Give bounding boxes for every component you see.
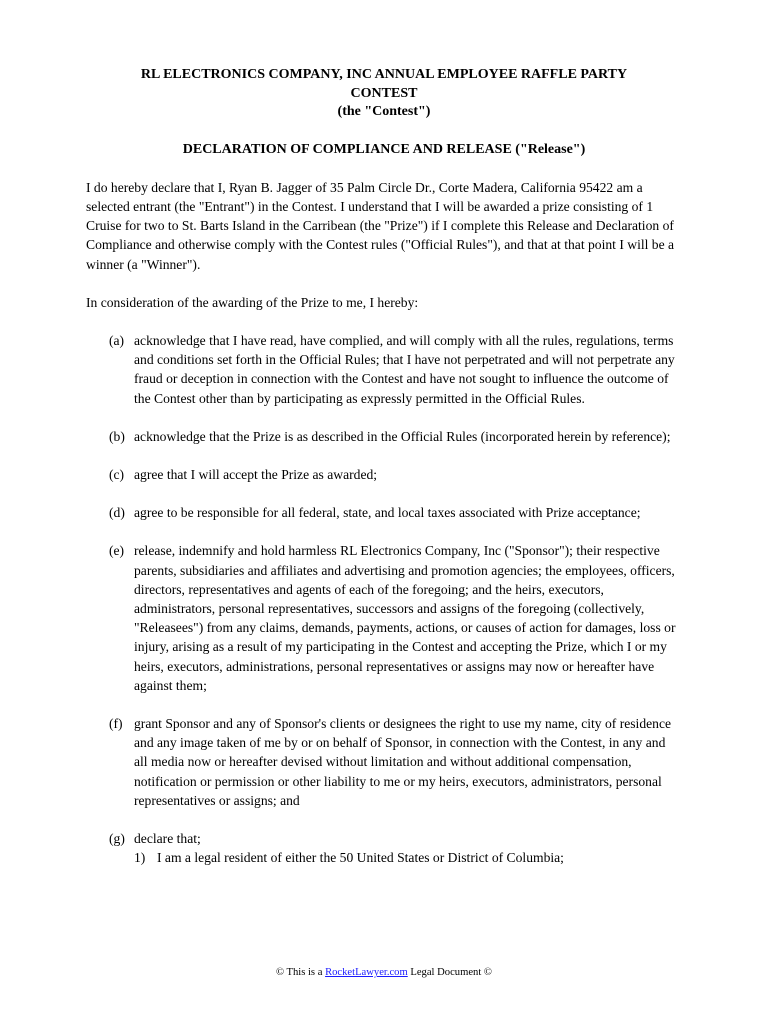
list-item-marker: (c) [109, 467, 125, 483]
title-line-1: RL ELECTRONICS COMPANY, INC ANNUAL EMPLOYEE RAFFLE PARTY [140, 67, 628, 82]
title-line-2: CONTEST [350, 85, 418, 101]
list-item [86, 714, 682, 810]
list-item [86, 503, 682, 522]
list-item [86, 331, 682, 408]
list-item-text: release, indemnify and hold harmless RL Electronics Company, Inc ("Sponsor"); their respective parents, subsidiaries and affiliates and advertising and promotion agencies; the employees, officers, directors, representatives and agents of each of the foregoing; and the heirs, executors, administrators, personal representatives, successors and assigns of the foregoing (collectively, "Releasees") from any claims, demands, payments, actions, or causes of action for damages, loss or injury, arising as a result of my participating in the Contest and accepting the Prize, which I or my heirs, executors, administrations, personal representatives or assigns may now or hereafter have against them; [134, 543, 676, 693]
consideration-paragraph: In consideration of the awarding of the Prize to me, I hereby: [86, 294, 419, 310]
list-item-marker: (e) [109, 543, 125, 559]
declaration-list [86, 331, 682, 867]
list-item-text: agree to be responsible for all federal, state, and local taxes associated with Prize acceptance; [134, 505, 641, 521]
document-page [86, 66, 682, 867]
list-item-text: grant Sponsor and any of Sponsor's clients or designees the right to use my name, city of residence and any image taken of me by or on behalf of Sponsor, in connection with the Contest, in any and all media now or hereafter devised without limitation and without additional compensation, notification or permission or other liability to me or my heirs, executors, administrators, personal representatives or assigns; and [134, 716, 672, 808]
list-item-text: acknowledge that the Prize is as described in the Official Rules (incorporated herein by reference); [134, 428, 671, 444]
footer-prefix: © This is a [276, 967, 326, 978]
list-item [86, 427, 682, 446]
list-item-marker: (d) [109, 505, 125, 521]
sub-list-item-marker: 1) [134, 850, 146, 866]
list-item-text: acknowledge that I have read, have complied, and will comply with all the rules, regulations, terms and conditions set forth in the Official Rules; that I have not perpetrated and will not perpetrate any fraud or deception in connection with the Contest and have not sought to influence the outcome of the Contest other than by participating as expressly permitted in the Official Rules. [134, 333, 675, 406]
list-item-marker: (b) [109, 428, 125, 444]
list-item [86, 541, 682, 695]
list-item-marker: (a) [109, 333, 125, 348]
page-footer [0, 966, 768, 980]
sub-list-item [86, 848, 682, 867]
list-item [86, 829, 682, 867]
footer-suffix: Legal Document © [407, 967, 492, 978]
footer-link[interactable]: RocketLawyer.com [325, 967, 408, 978]
document-subtitle: DECLARATION OF COMPLIANCE AND RELEASE ("Release") [182, 141, 586, 157]
list-item-text: agree that I will accept the Prize as awarded; [134, 467, 378, 483]
title-line-3: (the "Contest") [337, 104, 431, 120]
intro-paragraph: I do hereby declare that I, Ryan B. Jagger of 35 Palm Circle Dr., Corte Madera, California 95422 am a selected entrant (the "Entrant") in the Contest. I understand that I will be awarded a prize consisting of 1 Cruise for two to St. Barts Island in the Carribean (the "Prize") if I complete this Release and Declaration of Compliance and otherwise comply with the Contest rules ("Official Rules"), and that at that point I will be a winner (a "Winner"). [86, 179, 675, 272]
list-item-marker: (g) [109, 831, 125, 847]
document-title [86, 66, 682, 122]
list-item [86, 465, 682, 484]
list-item-marker: (f) [109, 716, 123, 732]
list-item-text: declare that; [134, 831, 201, 847]
sub-list-item-text: I am a legal resident of either the 50 United States or District of Columbia; [157, 850, 564, 866]
